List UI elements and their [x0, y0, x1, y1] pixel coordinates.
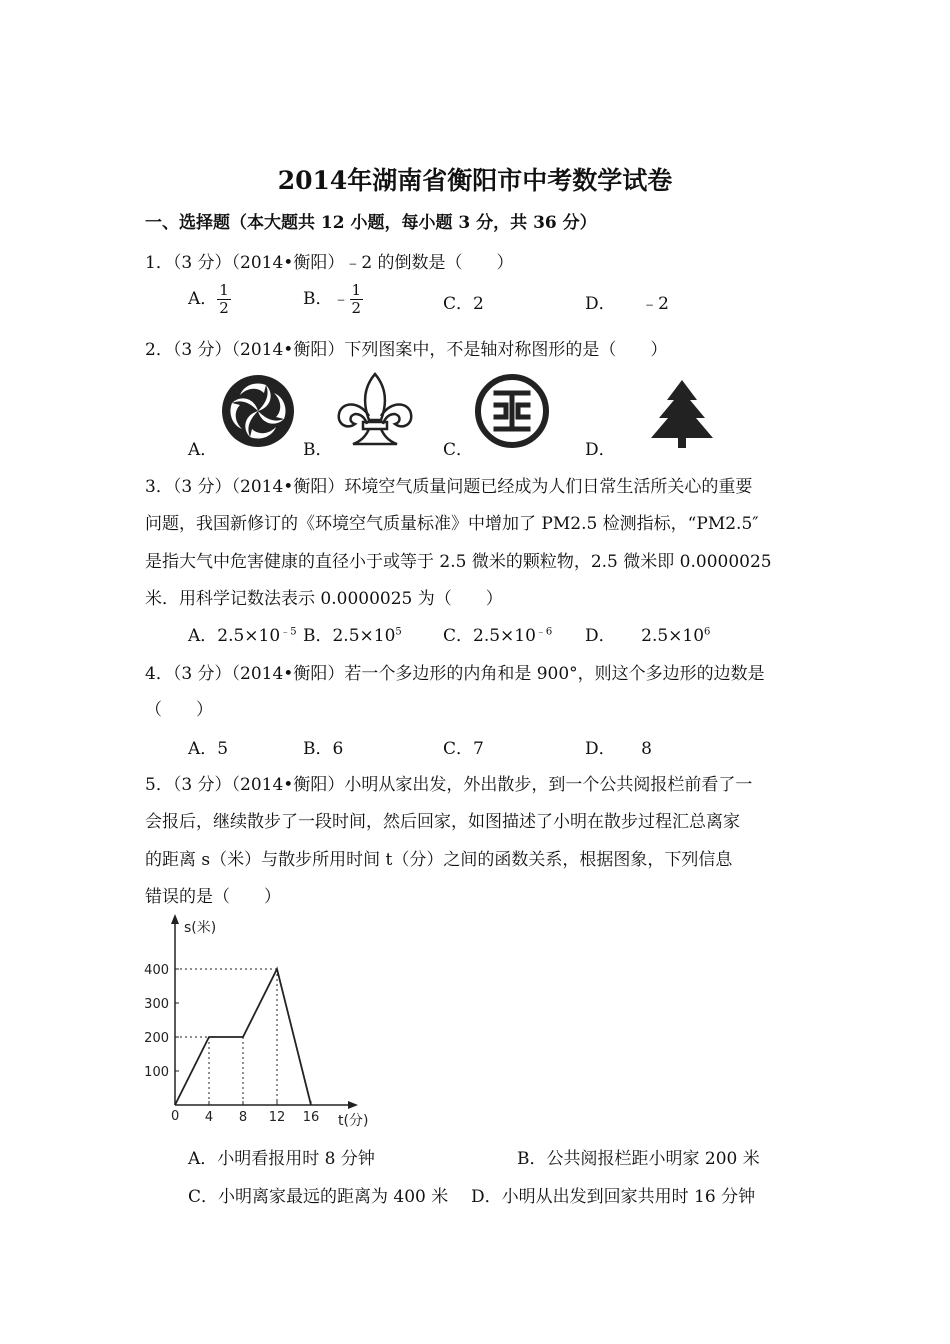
- x-axis-label: t(分): [338, 1113, 369, 1129]
- q4-option-b: B．6: [303, 739, 344, 759]
- origin-label: 0: [171, 1109, 180, 1124]
- x-axis-arrow: [348, 1101, 358, 1109]
- q5-option-b: B．公共阅报栏距小明家 200 米: [517, 1149, 760, 1169]
- bank-logo-figure: [474, 373, 550, 449]
- x-tick-label-12: 12: [268, 1110, 286, 1125]
- q2-option-b: B．: [303, 440, 333, 460]
- q3-line-1: 3．（3 分）（2014•衡阳）环境空气质量问题已经成为人们日常生活所关心的重要: [145, 477, 753, 497]
- q4-line-1: 4．（3 分）（2014•衡阳）若一个多边形的内角和是 900°，则这个多边形的边数是: [145, 664, 765, 684]
- q1-option-a-fraction: $\frac{1}{2}$: [219, 281, 229, 317]
- pinwheel-figure: [220, 373, 296, 449]
- y-tick-label-300: 300: [144, 997, 169, 1012]
- q2-option-c: C．: [443, 440, 474, 460]
- q1-option-a-label: A．: [188, 289, 218, 309]
- q1-option-d: D． ﹣2: [585, 294, 669, 314]
- q2-option-d: D．: [585, 440, 616, 460]
- q1-option-b: [303, 282, 363, 317]
- section-heading: 一、选择题（本大题共 12 小题，每小题 3 分，共 36 分）: [145, 213, 597, 233]
- q3-line-2: 问题，我国新修订的《环境空气质量标准》中增加了 PM2.5 检测指标，“PM2.5″: [145, 514, 759, 534]
- q3-option-a: A．$2.5\times 10^{﹣5}$: [188, 626, 297, 646]
- q1-option-b-fraction: $\frac{1}{2}$: [351, 281, 362, 317]
- q4-option-d: D． 8: [585, 739, 652, 759]
- x-tick-label-8: 8: [238, 1110, 248, 1125]
- x-tick-label-16: 16: [302, 1110, 320, 1125]
- q3-line-4: 米．用科学记数法表示 0.0000025 为（ ）: [145, 589, 503, 609]
- q3-option-b: B．$2.5\times 10^5$: [303, 626, 402, 646]
- q4-line-2: （ ）: [145, 700, 213, 720]
- x-tick-label-4: 4: [204, 1110, 214, 1125]
- q1-option-c: C．2: [443, 294, 484, 314]
- y-tick-label-400: 400: [144, 963, 169, 978]
- q3-line-3: 是指大气中危害健康的直径小于或等于 2.5 微米的颗粒物，2.5 微米即 0.0000025: [145, 552, 772, 572]
- q1-option-b-label: B．﹣: [303, 289, 350, 309]
- q5-option-c: C．小明离家最远的距离为 400 米: [188, 1187, 449, 1207]
- q4-option-a: A．5: [188, 739, 229, 759]
- q5-line-3: 的距离 s（米）与散步所用时间 t（分）之间的函数关系，根据图象，下列信息: [145, 850, 733, 870]
- q5-option-d: D．小明从出发到回家共用时 16 分钟: [471, 1187, 756, 1207]
- q5-option-a: A．小明看报用时 8 分钟: [188, 1149, 375, 1169]
- q5-line-1: 5．（3 分）（2014•衡阳）小明从家出发，外出散步，到一个公共阅报栏前看了一: [145, 775, 753, 795]
- q4-option-c: C．7: [443, 739, 484, 759]
- q1-option-a: [188, 282, 231, 317]
- y-tick-label-200: 200: [144, 1031, 169, 1046]
- q3-option-d: D． $2.5\times 10^6$: [585, 626, 711, 646]
- y-axis-label: s(米): [184, 920, 217, 936]
- q5-distance-time-chart: [140, 910, 390, 1135]
- q5-line-4: 错误的是（ ）: [145, 887, 281, 907]
- fleur-de-lis-figure: [333, 370, 417, 452]
- q2-stem: 2．（3 分）（2014•衡阳）下列图案中，不是轴对称图形的是（ ）: [145, 340, 668, 360]
- page-title: 2014年湖南省衡阳市中考数学试卷: [277, 166, 673, 195]
- q1-stem: 1．（3 分）（2014•衡阳）﹣2 的倒数是（ ）: [145, 253, 514, 273]
- y-tick-label-100: 100: [144, 1065, 169, 1080]
- pine-tree-figure: [645, 376, 719, 450]
- q3-option-c: C．$2.5\times 10^{﹣6}$: [443, 626, 553, 646]
- q2-option-a: A．: [188, 440, 218, 460]
- q5-line-2: 会报后，继续散步了一段时间，然后回家，如图描述了小明在散步过程汇总离家: [145, 812, 740, 832]
- y-axis-arrow: [171, 914, 179, 924]
